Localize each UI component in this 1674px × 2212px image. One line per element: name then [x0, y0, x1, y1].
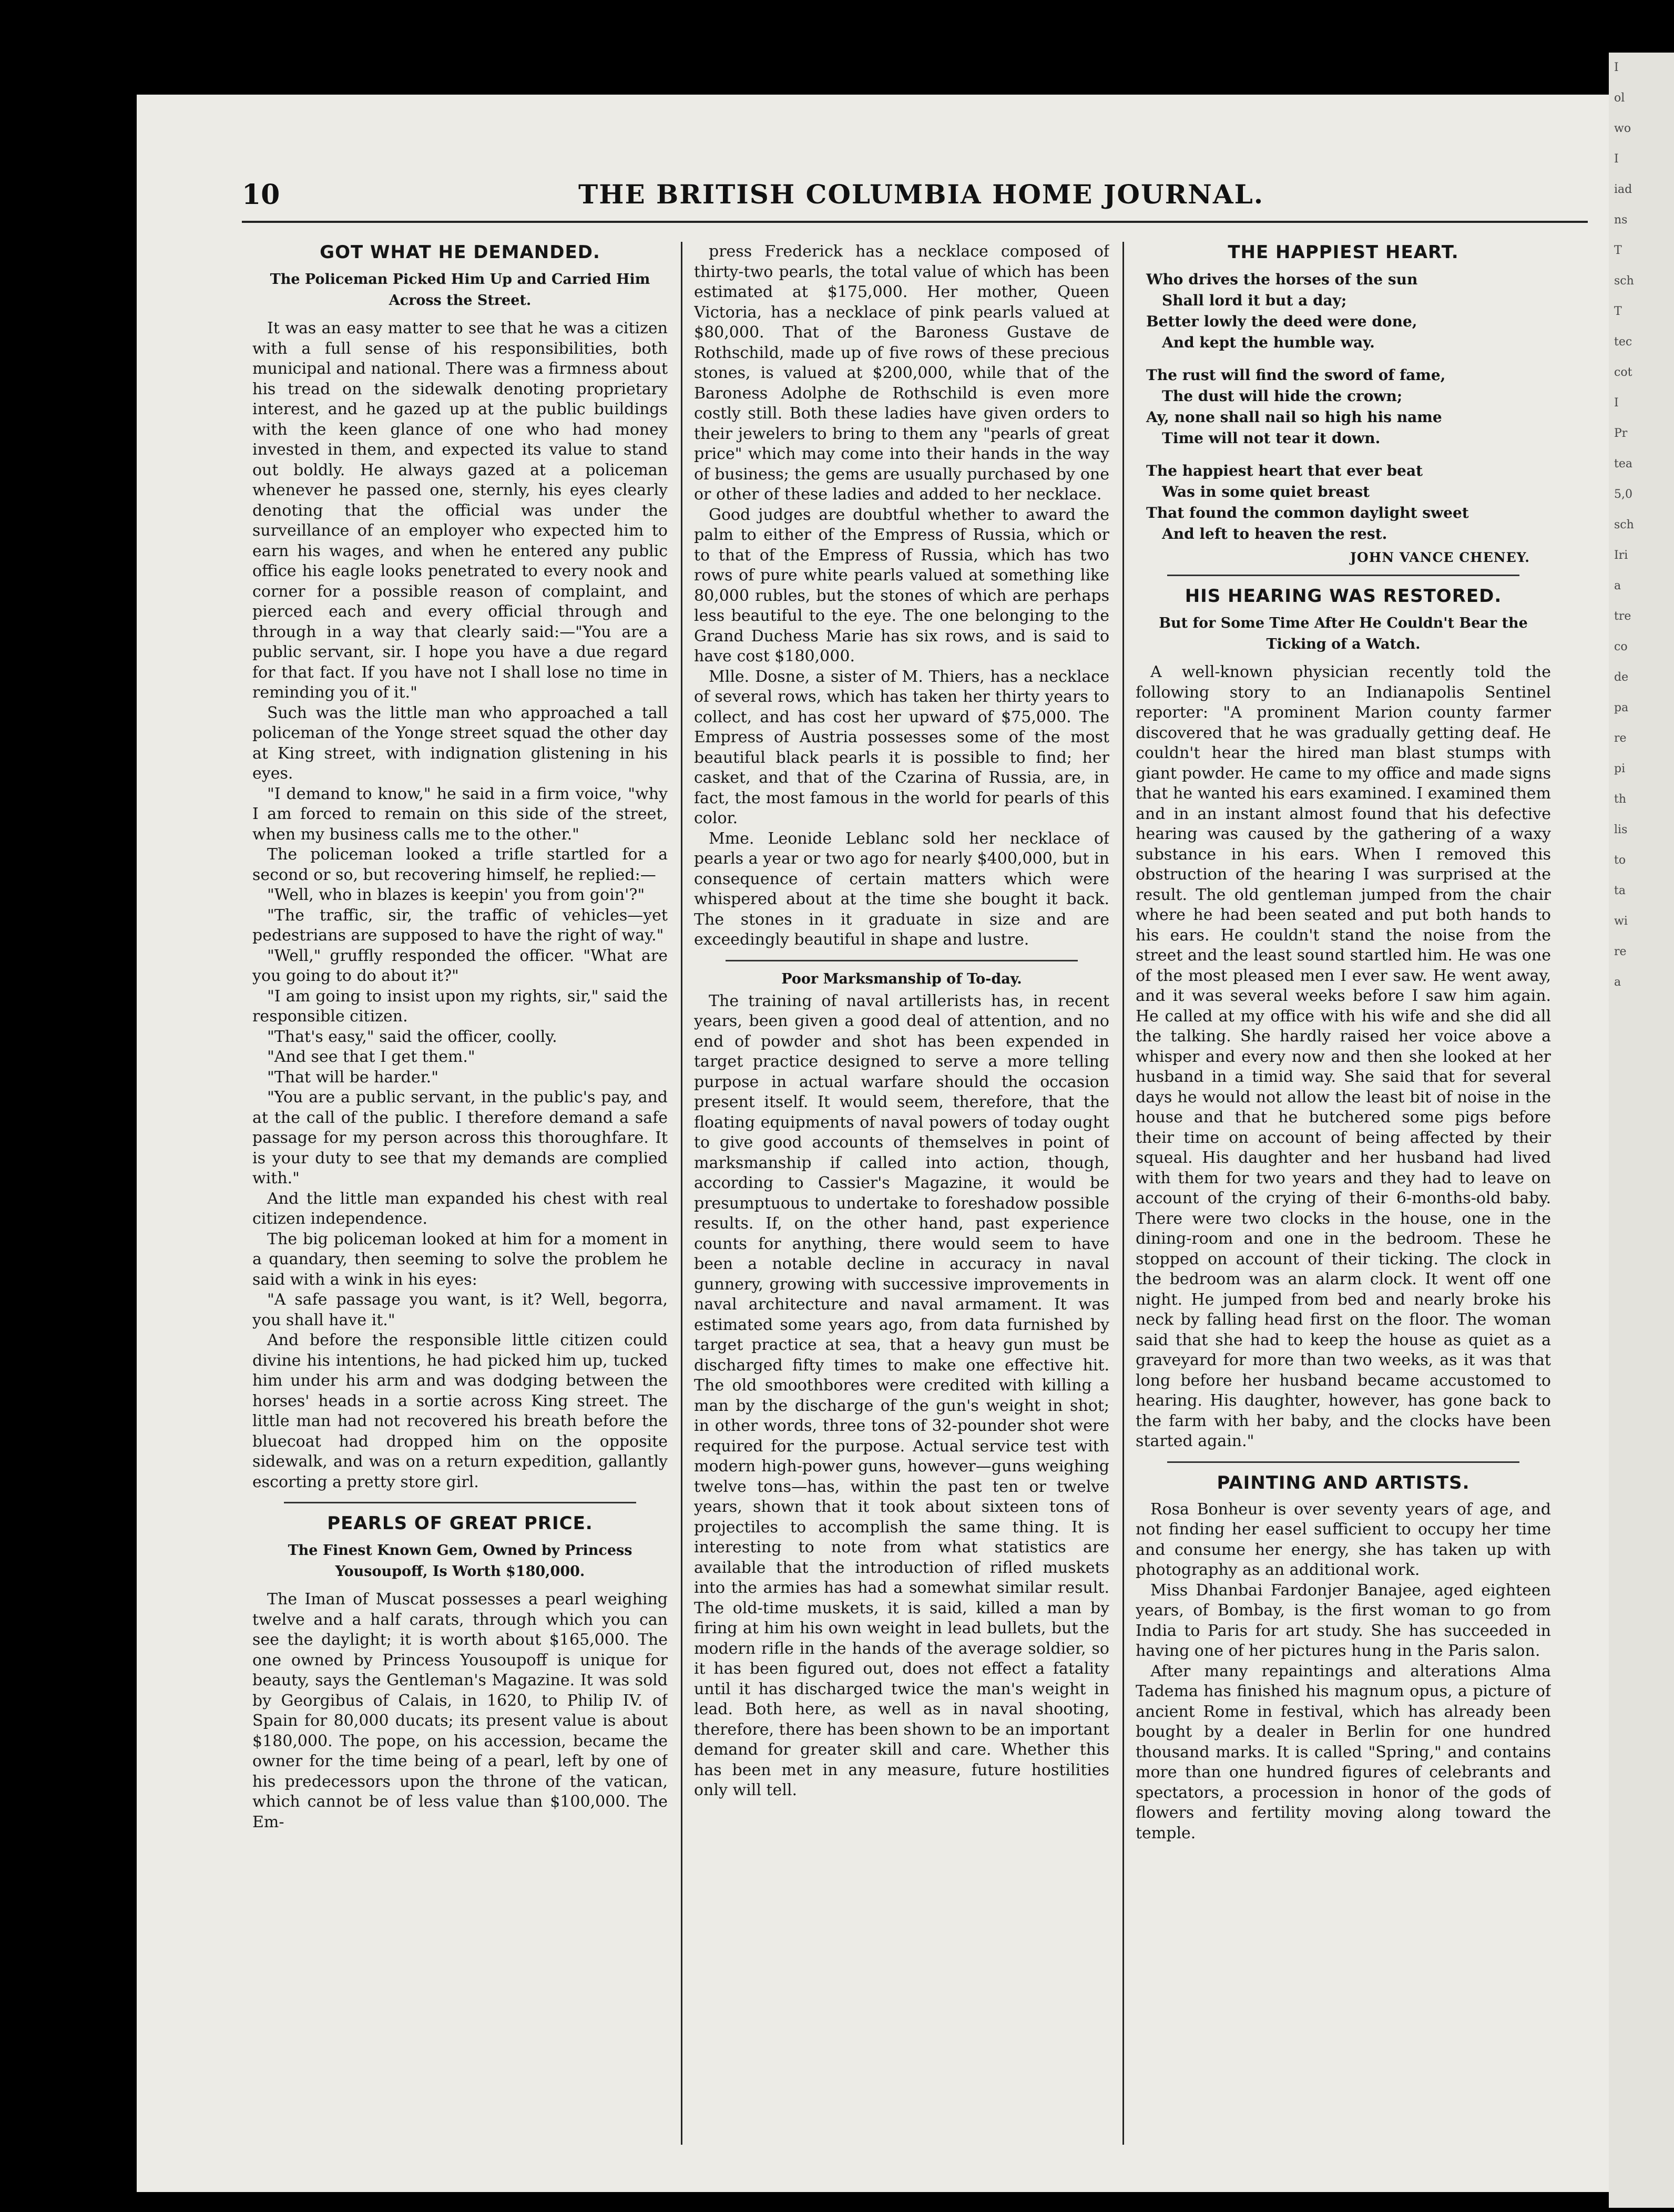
edge-fragment: tea	[1614, 457, 1632, 470]
edge-fragment: lis	[1614, 823, 1628, 836]
edge-fragment: T	[1614, 305, 1622, 318]
paragraph: It was an easy matter to see that he was a citizen with a full sense of his responsibilities, both municipal and national. There was a firmness about his tread on the sidewalk denoting proprietary interest, and he gazed up at the public buildings with the keen glance of one who had money invested in them, and expected its value to stand out boldly. He always gazed at a policeman whenever he passed one, sternly, his eyes clearly denoting that the official was under the surveillance of an employer who expected him to earn his wages, and when he entered any public office his eagle looks penetrated to every nook and corner for a possible reason of complaint, and pierced each and every official through and through in a way that clearly said:—"You are a public servant, sir. I hope you have a due regard for that fact. If you have not I shall lose no time in reminding you of it."	[252, 319, 668, 702]
poem-line: The happiest heart that ever beat	[1146, 462, 1423, 479]
paragraph: Rosa Bonheur is over seventy years of age, and not finding her easel sufficient to occupy her time and consume her energy, she has taken up with photography as an additional work.	[1136, 1500, 1551, 1579]
column-rule	[1122, 242, 1124, 2145]
poem-author: JOHN VANCE CHENEY.	[1350, 550, 1530, 565]
edge-fragment: wi	[1614, 915, 1628, 928]
article-body	[694, 991, 1109, 1801]
paragraph: The policeman looked a trifle startled for a second or so, but recovering himself, he replied:—	[252, 845, 668, 884]
paragraph: Miss Dhanbai Fardonjer Banajee, aged eighteen years, of Bombay, is the first woman to go from India to Paris for art study. She has succeeded in having one of her pictures hung in the Paris salon.	[1136, 1581, 1551, 1660]
edge-fragment: ol	[1614, 91, 1625, 105]
article-body	[1136, 662, 1551, 1452]
edge-fragment: 5,0	[1614, 488, 1632, 501]
poem-line: Time will not tear it down.	[1162, 429, 1381, 447]
paragraph: Mme. Leonide Leblanc sold her necklace of pearls a year or two ago for nearly $400,000, but in consequence of certain matters which were whispered about at the time she bought it back. The stones in it graduate in size and are exceedingly beautiful in shape and lustre.	[694, 829, 1109, 949]
poem-line: Was in some quiet breast	[1162, 483, 1370, 500]
article-deck: The Finest Known Gem, Owned by Princess Yousoupoff, Is Worth $180,000.	[288, 1542, 632, 1580]
poem-line: The dust will hide the crown;	[1162, 387, 1403, 405]
edge-fragment: sch	[1614, 518, 1634, 531]
article-deck: The Policeman Picked Him Up and Carried Him Across the Street.	[270, 271, 650, 309]
adjacent-page-edge	[1609, 53, 1674, 2208]
poem-stanza	[1146, 365, 1551, 449]
paragraph: press Frederick has a necklace composed of thirty-two pearls, the total value of which has been estimated at $175,000. Her mother, Queen Victoria, has a necklace of pink pearls valued at $80,000. That of the Baroness Gustave de Rothschild, made up of five rows of these precious stones, is valued at $200,000, while that of the Baroness Adolphe de Rothschild is even more costly still. Both these ladies have given orders to their jewelers to bring to them any "pearls of great price" which may come into their hands in the way of business; the gems are usually purchased by one or other of these ladies and added to her necklace.	[694, 242, 1109, 504]
edge-fragment: tec	[1614, 335, 1632, 349]
edge-fragment: pi	[1614, 762, 1626, 775]
article-deck: But for Some Time After He Couldn't Bear the Ticking of a Watch.	[1159, 615, 1528, 652]
paragraph: "That's easy," said the officer, coolly.	[267, 1027, 557, 1046]
edge-fragment: I	[1614, 61, 1619, 74]
poem-line: Who drives the horses of the sun	[1146, 271, 1418, 288]
paragraph: And the little man expanded his chest with real citizen independence.	[252, 1189, 668, 1228]
article-subheading: Poor Marksmanship of To-day.	[781, 970, 1022, 987]
paragraph: Such was the little man who approached a tall policeman of the Yonge street squad the other day at King street, with indignation glistening in his eyes.	[252, 703, 668, 783]
section-divider	[284, 1502, 636, 1503]
edge-fragment: I	[1614, 396, 1619, 409]
article-headline: PEARLS OF GREAT PRICE.	[327, 1513, 593, 1534]
column-2	[694, 242, 1109, 2166]
edge-fragment: T	[1614, 244, 1622, 257]
poem-line: That found the common daylight sweet	[1146, 504, 1469, 521]
edge-fragment: I	[1614, 152, 1619, 166]
edge-fragment: th	[1614, 793, 1627, 806]
edge-fragment: Iri	[1614, 549, 1628, 562]
paragraph: The big policeman looked at him for a moment in a quandary, then seeming to solve the problem he said with a wink in his eyes:	[252, 1230, 668, 1289]
paragraph: "A safe passage you want, is it? Well, begorra, you shall have it."	[252, 1291, 668, 1329]
edge-fragment: wo	[1614, 122, 1631, 135]
poem-line: Ay, none shall nail so high his name	[1146, 408, 1442, 426]
paragraph: "I am going to insist upon my rights, sir," said the responsible citizen.	[252, 987, 668, 1026]
article-body	[694, 242, 1109, 950]
paragraph: After many repaintings and alterations Alma Tadema has finished his magnum opus, a picture of ancient Rome in festival, which has already been bought by a dealer in Berlin for one hundred thousand marks. It is called "Spring," and contains more than one hundred figures of celebrants and spectators, a procession in honor of the gods of flowers and fertility moving along toward the temple.	[1136, 1662, 1551, 1842]
column-3	[1136, 242, 1551, 2166]
edge-fragment: to	[1614, 854, 1626, 867]
edge-fragment: cot	[1614, 366, 1632, 379]
column-1	[252, 242, 668, 2166]
poem	[1136, 269, 1551, 545]
article-body	[1136, 1500, 1551, 1844]
paragraph: "That will be harder."	[267, 1068, 438, 1087]
edge-fragment: a	[1614, 579, 1621, 592]
paragraph: The Iman of Muscat possesses a pearl weighing twelve and a half carats, through which you can see the daylight; it is worth about $165,000. The one owned by Princess Yousoupoff is unique for beauty, says the Gentleman's Magazine. It was sold by Georgibus of Calais, in 1620, to Philip IV. of Spain for 80,000 ducats; its present value is about $180,000. The pope, on his accession, became the owner for the time being of a pearl, left by one of his predecessors upon the throne of the vatican, which cannot be of less value than $100,000. The Em-	[252, 1590, 668, 1831]
section-divider	[726, 960, 1078, 961]
edge-fragment: tre	[1614, 610, 1631, 623]
paragraph: "Well," gruffly responded the officer. "What are you going to do about it?"	[252, 946, 668, 985]
paragraph: Good judges are doubtful whether to award the palm to either of the Empress of Russia, which or to that of the Empress of Russia, which has two rows of pure white pearls valued at something like 80,000 rubles, but the stones of which are perhaps less beautiful to the eye. The one belonging to the Grand Duchess Marie has six rows, and is said to have cost $180,000.	[694, 505, 1109, 665]
edge-fragment: ta	[1614, 884, 1626, 897]
paragraph: Mlle. Dosne, a sister of M. Thiers, has a necklace of several rows, which has taken her thirty years to collect, and has cost her upward of $75,000. The Empress of Austria possesses some of the most beautiful black pearls it is possible to find; her casket, and that of the Czarina of Russia, are, in fact, the most famous in the world for pearls of this color.	[694, 667, 1109, 827]
poem-line: Shall lord it but a day;	[1162, 292, 1347, 309]
paragraph: A well-known physician recently told the following story to an Indianapolis Sentinel reporter: "A prominent Marion county farmer discovered that he was gradually getting deaf. He couldn't hear the hired man blast stumps with giant powder. He came to my office and made signs that he wanted his ears examined. I examined them and in an instant almost found that his defective hearing was caused by the gathering of a waxy substance in his ears. When I removed this obstruction of the hearing I was surprised at the result. The old gentleman jumped from the chair where he had been seated and put both hands to his ears. He couldn't stand the noise from the street and the least sound startled him. He was one of the most pleased men I ever saw. He went away, and it was several weeks before I saw him again. He called at my office with his wife and she did all the talking. She hardly raised her voice above a whisper and every now and then she looked at her husband in a timid way. She said that for several days he would not allow the least bit of noise in the house and that he butchered some pigs before their time on account of being affected by their squeal. His daughter and her husband had lived with them for two years and they had to leave on account of the crying of their 6-months-old baby. There were two clocks in the house, one in the dining-room and one in the bedroom. These he stopped on account of their ticking. The clock in the bedroom was an alarm clock. It went off one night. He jumped from bed and nearly broke his neck by falling head first on the floor. The woman said that she had to keep the house as quiet as a graveyard for more than two weeks, as it was that long before her husband became accustomed to hearing. His daughter, however, has gone back to the farm with her baby, and the clocks have been started again."	[1136, 663, 1551, 1450]
page-number: 10	[242, 179, 280, 211]
poem-line: The rust will find the sword of fame,	[1146, 366, 1446, 384]
poem-title: THE HAPPIEST HEART.	[1228, 242, 1459, 263]
edge-fragment: re	[1614, 945, 1627, 958]
paragraph: "You are a public servant, in the public's pay, and at the call of the public. I therefore demand a safe passage for my person across this thoroughfare. It is your duty to see that my demands are complied with."	[252, 1088, 668, 1187]
paragraph: "I demand to know," he said in a firm voice, "why I am forced to remain on this side of the street, when my business calls me to the other."	[252, 784, 668, 844]
edge-fragment: pa	[1614, 701, 1629, 714]
paragraph: The training of naval artillerists has, in recent years, been given a good deal of attention, and no end of powder and shot has been expended in target practice designed to serve a more telling purpose in actual warfare should the occasion present itself. It would seem, therefore, that the floating equipments of naval powers of today ought to give good accounts of themselves in point of marksmanship if called into action, though, according to Cassier's Magazine, it would be presumptuous to undertake to foreshadow possible results. If, on the other hand, past experience counts for anything, there would seem to have been a notable decline in accuracy in naval gunnery, growing with successive improvements in naval architecture and naval armament. It was estimated some years ago, from data furnished by target practice at sea, that a heavy gun must be discharged fifty times to make one effective hit. The old smoothbores were credited with killing a man by the discharge of the gun's weight in shot; in other words, three tons of 32-pounder shot were required for the purpose. Actual service test with modern high-power guns, however—guns weighing twelve tons—has, within the past ten or twelve years, shown that it took about sixteen tons of projectiles to accomplish the same thing. It is interesting to note from what statistics are available that the introduction of rifled muskets into the armies has had a somewhat similar result. The old-time muskets, it is said, killed a man by firing at him his own weight in lead bullets, but the modern rifle in the hands of the average soldier, so it has been figured out, does not effect a fatality until it has discharged twice the man's weight in lead. Both here, as well as in naval shooting, therefore, there has been shown to be an important demand for greater skill and care. Whether this has been met in any measure, future hostilities only will tell.	[694, 991, 1109, 1799]
edge-fragments	[1609, 53, 1674, 998]
poem-line: And left to heaven the rest.	[1162, 525, 1387, 542]
paragraph: And before the responsible little citizen could divine his intentions, he had picked him up, tucked him under his arm and was dodging between the horses' heads in a sortie across King street. The little man had not recovered his breath before the bluecoat had dropped him on the opposite sidewalk, and was on a return expedition, gallantly escorting a pretty store girl.	[252, 1331, 668, 1491]
edge-fragment: co	[1614, 640, 1628, 653]
edge-fragment: iad	[1614, 183, 1632, 196]
edge-fragment: Pr	[1614, 427, 1628, 440]
column-rule	[681, 242, 682, 2145]
masthead: THE BRITISH COLUMBIA HOME JOURNAL.	[578, 179, 1264, 210]
paragraph: "And see that I get them."	[267, 1048, 475, 1066]
article-body	[252, 1590, 668, 1832]
edge-fragment: ns	[1614, 213, 1628, 227]
poem-stanza	[1146, 269, 1551, 353]
article-headline: HIS HEARING WAS RESTORED.	[1185, 586, 1502, 607]
edge-fragment: sch	[1614, 274, 1634, 288]
section-divider	[1167, 575, 1519, 576]
article-body	[252, 319, 668, 1492]
poem-line: Better lowly the deed were done,	[1146, 313, 1417, 330]
poem-line: And kept the humble way.	[1162, 334, 1375, 351]
newspaper-page	[137, 95, 1609, 2192]
section-divider	[1167, 1461, 1519, 1463]
article-headline: PAINTING AND ARTISTS.	[1217, 1472, 1470, 1493]
edge-fragment: a	[1614, 976, 1621, 989]
edge-fragment: de	[1614, 671, 1629, 684]
edge-fragment: re	[1614, 732, 1627, 745]
paragraph: "The traffic, sir, the traffic of vehicles—yet pedestrians are supposed to have the right of way."	[252, 906, 668, 945]
paragraph: "Well, who in blazes is keepin' you from goin'?"	[267, 886, 645, 904]
poem-stanza	[1146, 460, 1551, 545]
page-header	[242, 173, 1588, 223]
article-headline: GOT WHAT HE DEMANDED.	[320, 242, 600, 263]
